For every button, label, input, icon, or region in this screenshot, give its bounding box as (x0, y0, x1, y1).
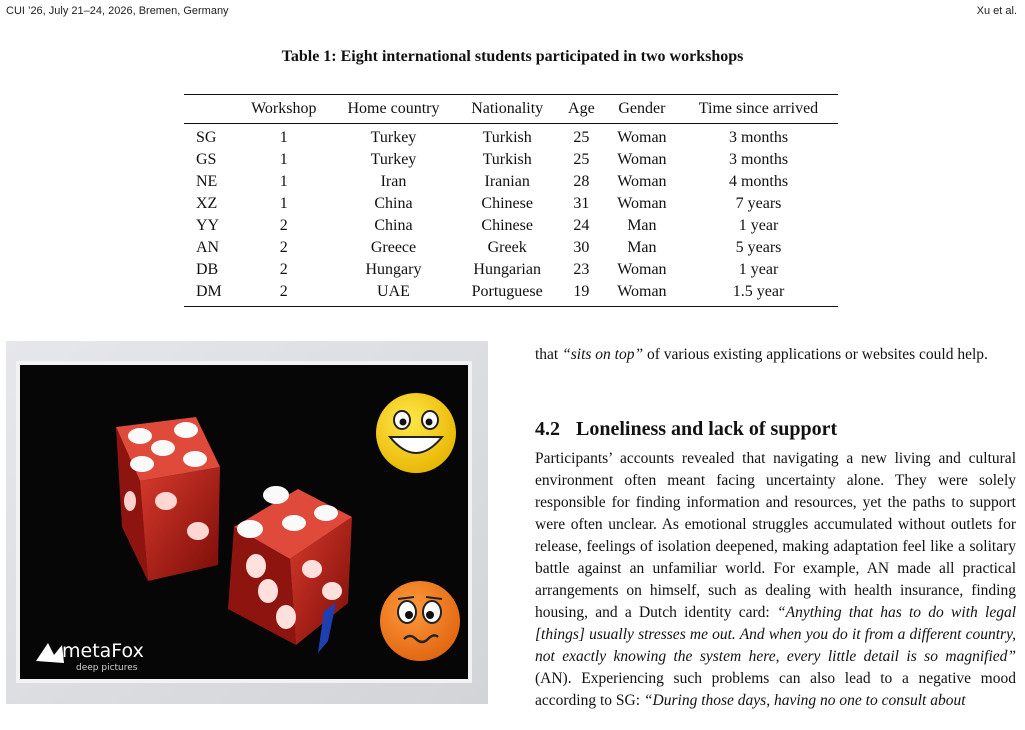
table-cell: 2 (279, 261, 288, 278)
table-cell: Woman (617, 151, 667, 168)
table-cell: Woman (617, 261, 667, 278)
table-cell: Woman (617, 129, 667, 146)
table-cell: YY (196, 217, 220, 234)
table-row (184, 171, 838, 193)
logo-text: metaFox (62, 640, 144, 662)
table-cell: Turkey (370, 129, 417, 146)
quote-an: “Anything that has to do with legal [things] usually stresses me out. And when you do it from a different country, not exactly knowing the system here, every little detail is so magnified” (535, 604, 1016, 665)
table-cell: Greece (370, 239, 417, 256)
table-cell: 4 months (728, 173, 789, 190)
worried-emoji-icon (380, 581, 460, 661)
table-cell: 3 months (728, 151, 789, 168)
table-cell: AN (196, 239, 220, 256)
quote: “sits on top” (562, 346, 644, 363)
table-row (184, 237, 838, 259)
column-header: Age (558, 95, 605, 124)
paragraph-continued: that “sits on top” of various existing applications or websites could help. (535, 346, 988, 363)
table-cell: Man (627, 239, 657, 256)
table-cell: Portuguese (456, 281, 558, 307)
table-cell: 25 (573, 151, 590, 168)
table-row (184, 259, 838, 281)
table-cell: 1 (279, 151, 288, 168)
table-cell: 30 (573, 239, 590, 256)
column-header: Workshop (237, 95, 331, 124)
column-header: Time since arrived (679, 95, 838, 124)
table-cell: 23 (573, 261, 590, 278)
section-title: Loneliness and lack of support (576, 418, 838, 440)
table-cell: NE (196, 173, 218, 190)
table-header-row (184, 95, 838, 124)
table-cell: Greek (487, 239, 527, 256)
table-cell: China (374, 195, 413, 212)
section-number: 4.2 (535, 418, 560, 440)
table-cell: 2 (279, 217, 288, 234)
table-cell: 25 (573, 129, 590, 146)
table-cell: 19 (558, 281, 605, 307)
table-cell: 3 months (728, 129, 789, 146)
table-cell: Man (627, 217, 657, 234)
dice-emoji-photo (6, 341, 488, 704)
table-cell: Woman (617, 173, 667, 190)
table-cell: XZ (196, 195, 218, 212)
column-header: Nationality (456, 95, 558, 124)
table-cell: 1 (279, 173, 288, 190)
column-header: Home country (331, 95, 457, 124)
figure-photo (6, 341, 488, 704)
table-cell: Turkish (482, 151, 532, 168)
table-row (184, 215, 838, 237)
table-cell: Hungary (365, 261, 422, 278)
table-cell: Turkey (370, 151, 417, 168)
table-body (184, 124, 838, 307)
table-cell: 1 year (738, 261, 779, 278)
table-cell: Iran (380, 173, 407, 190)
table-cell: 31 (573, 195, 590, 212)
table-row (184, 124, 838, 150)
table-row (184, 281, 838, 307)
table-cell: 7 years (735, 195, 782, 212)
table-cell: DM (184, 281, 237, 307)
paragraph-loneliness: Participants’ accounts revealed that navigating a new living and cultural environment often meant facing uncertainty alone. They were solely responsible for finding information and resources, yet the paths to support were often unclear. As emotional struggles accumulated without outlets for release, feelings of isolation deepened, making adaptation feel like a solitary battle against an unfamiliar world. For example, AN made all practical arrangements on himself, such as dealing with health insurance, finding housing, and a Dutch identity card: “Anything that has to do with legal [things] usually stresses me out. And when you do it from a different country, not exactly knowing the system here, every little detail is so magnified” (AN). Experiencing such problems can also lead to a negative mood according to SG: “During those days, having no one to consult about (535, 450, 1016, 709)
table-cell: 5 years (735, 239, 782, 256)
logo-subtext: deep pictures (76, 663, 138, 673)
table-cell: 2 (279, 239, 288, 256)
table-cell: 1.5 year (679, 281, 838, 307)
table-cell: 24 (573, 217, 590, 234)
table-row (184, 149, 838, 171)
table-cell: 2 (237, 281, 331, 307)
table-cell: Woman (605, 281, 679, 307)
section-heading (535, 415, 837, 443)
table-cell: 1 (279, 129, 288, 146)
table-cell: UAE (331, 281, 457, 307)
table-cell: DB (196, 261, 219, 278)
table-cell: 1 (279, 195, 288, 212)
participants-table (184, 94, 838, 307)
table-cell: Chinese (481, 217, 533, 234)
running-header-right: Xu et al. (976, 5, 1017, 17)
table-cell: Turkish (482, 129, 532, 146)
table-cell: Chinese (481, 195, 533, 212)
table-cell: 28 (573, 173, 590, 190)
table-cell: China (374, 217, 413, 234)
column-header (184, 95, 237, 124)
table-cell: Hungarian (473, 261, 541, 278)
table-row (184, 193, 838, 215)
smiling-emoji-icon (376, 393, 456, 473)
table-cell: Iranian (484, 173, 530, 190)
column-header: Gender (605, 95, 679, 124)
table-cell: Woman (617, 195, 667, 212)
table-caption: Table 1: Eight international students participated in two workshops (281, 48, 744, 65)
quote-sg: “During those days, having no one to consult about (643, 692, 966, 709)
table-cell: GS (196, 151, 217, 168)
table-cell: 1 year (738, 217, 779, 234)
running-header-left: CUI ’26, July 21–24, 2026, Bremen, Germany (6, 5, 229, 17)
table-cell: SG (196, 129, 217, 146)
